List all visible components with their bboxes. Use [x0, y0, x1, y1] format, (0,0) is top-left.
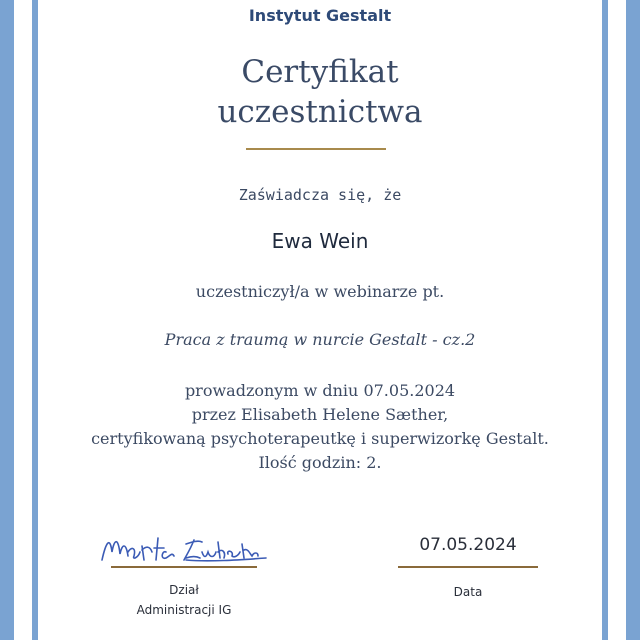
issue-date: 07.05.2024	[419, 535, 517, 555]
gold-divider	[246, 148, 386, 150]
presenter-line: przez Elisabeth Helene Sæther,	[191, 405, 449, 424]
handwritten-signature	[98, 522, 278, 572]
webinar-date-line: prowadzonym w dniu 07.05.2024	[184, 381, 456, 400]
participant-name: Ewa Wein	[271, 229, 369, 253]
presenter-credentials-line: certyfikowaną psychoterapeutkę i superwizorkę Gestalt.	[91, 429, 549, 448]
title-line-2: uczestnictwa	[217, 94, 423, 130]
webinar-details	[38, 379, 602, 475]
webinar-title: Praca z traumą w nurcie Gestalt - cz.2	[164, 330, 476, 349]
certificate-paper	[38, 0, 602, 640]
participation-text: uczestniczył/a w webinarze pt.	[195, 282, 445, 301]
hours-line: Ilość godzin: 2.	[258, 453, 382, 472]
signature-caption-line-1: Dział	[169, 583, 199, 597]
organization-name: Instytut Gestalt	[248, 6, 392, 25]
signature-caption-line-2: Administracji IG	[136, 603, 232, 617]
intro-text: Zaświadcza się, że	[238, 186, 402, 204]
certificate-title	[38, 52, 602, 132]
date-line	[398, 566, 538, 568]
title-line-1: Certyfikat	[241, 54, 399, 90]
signature-line	[111, 566, 257, 568]
date-caption: Data	[453, 585, 483, 599]
signature-caption	[94, 580, 274, 620]
